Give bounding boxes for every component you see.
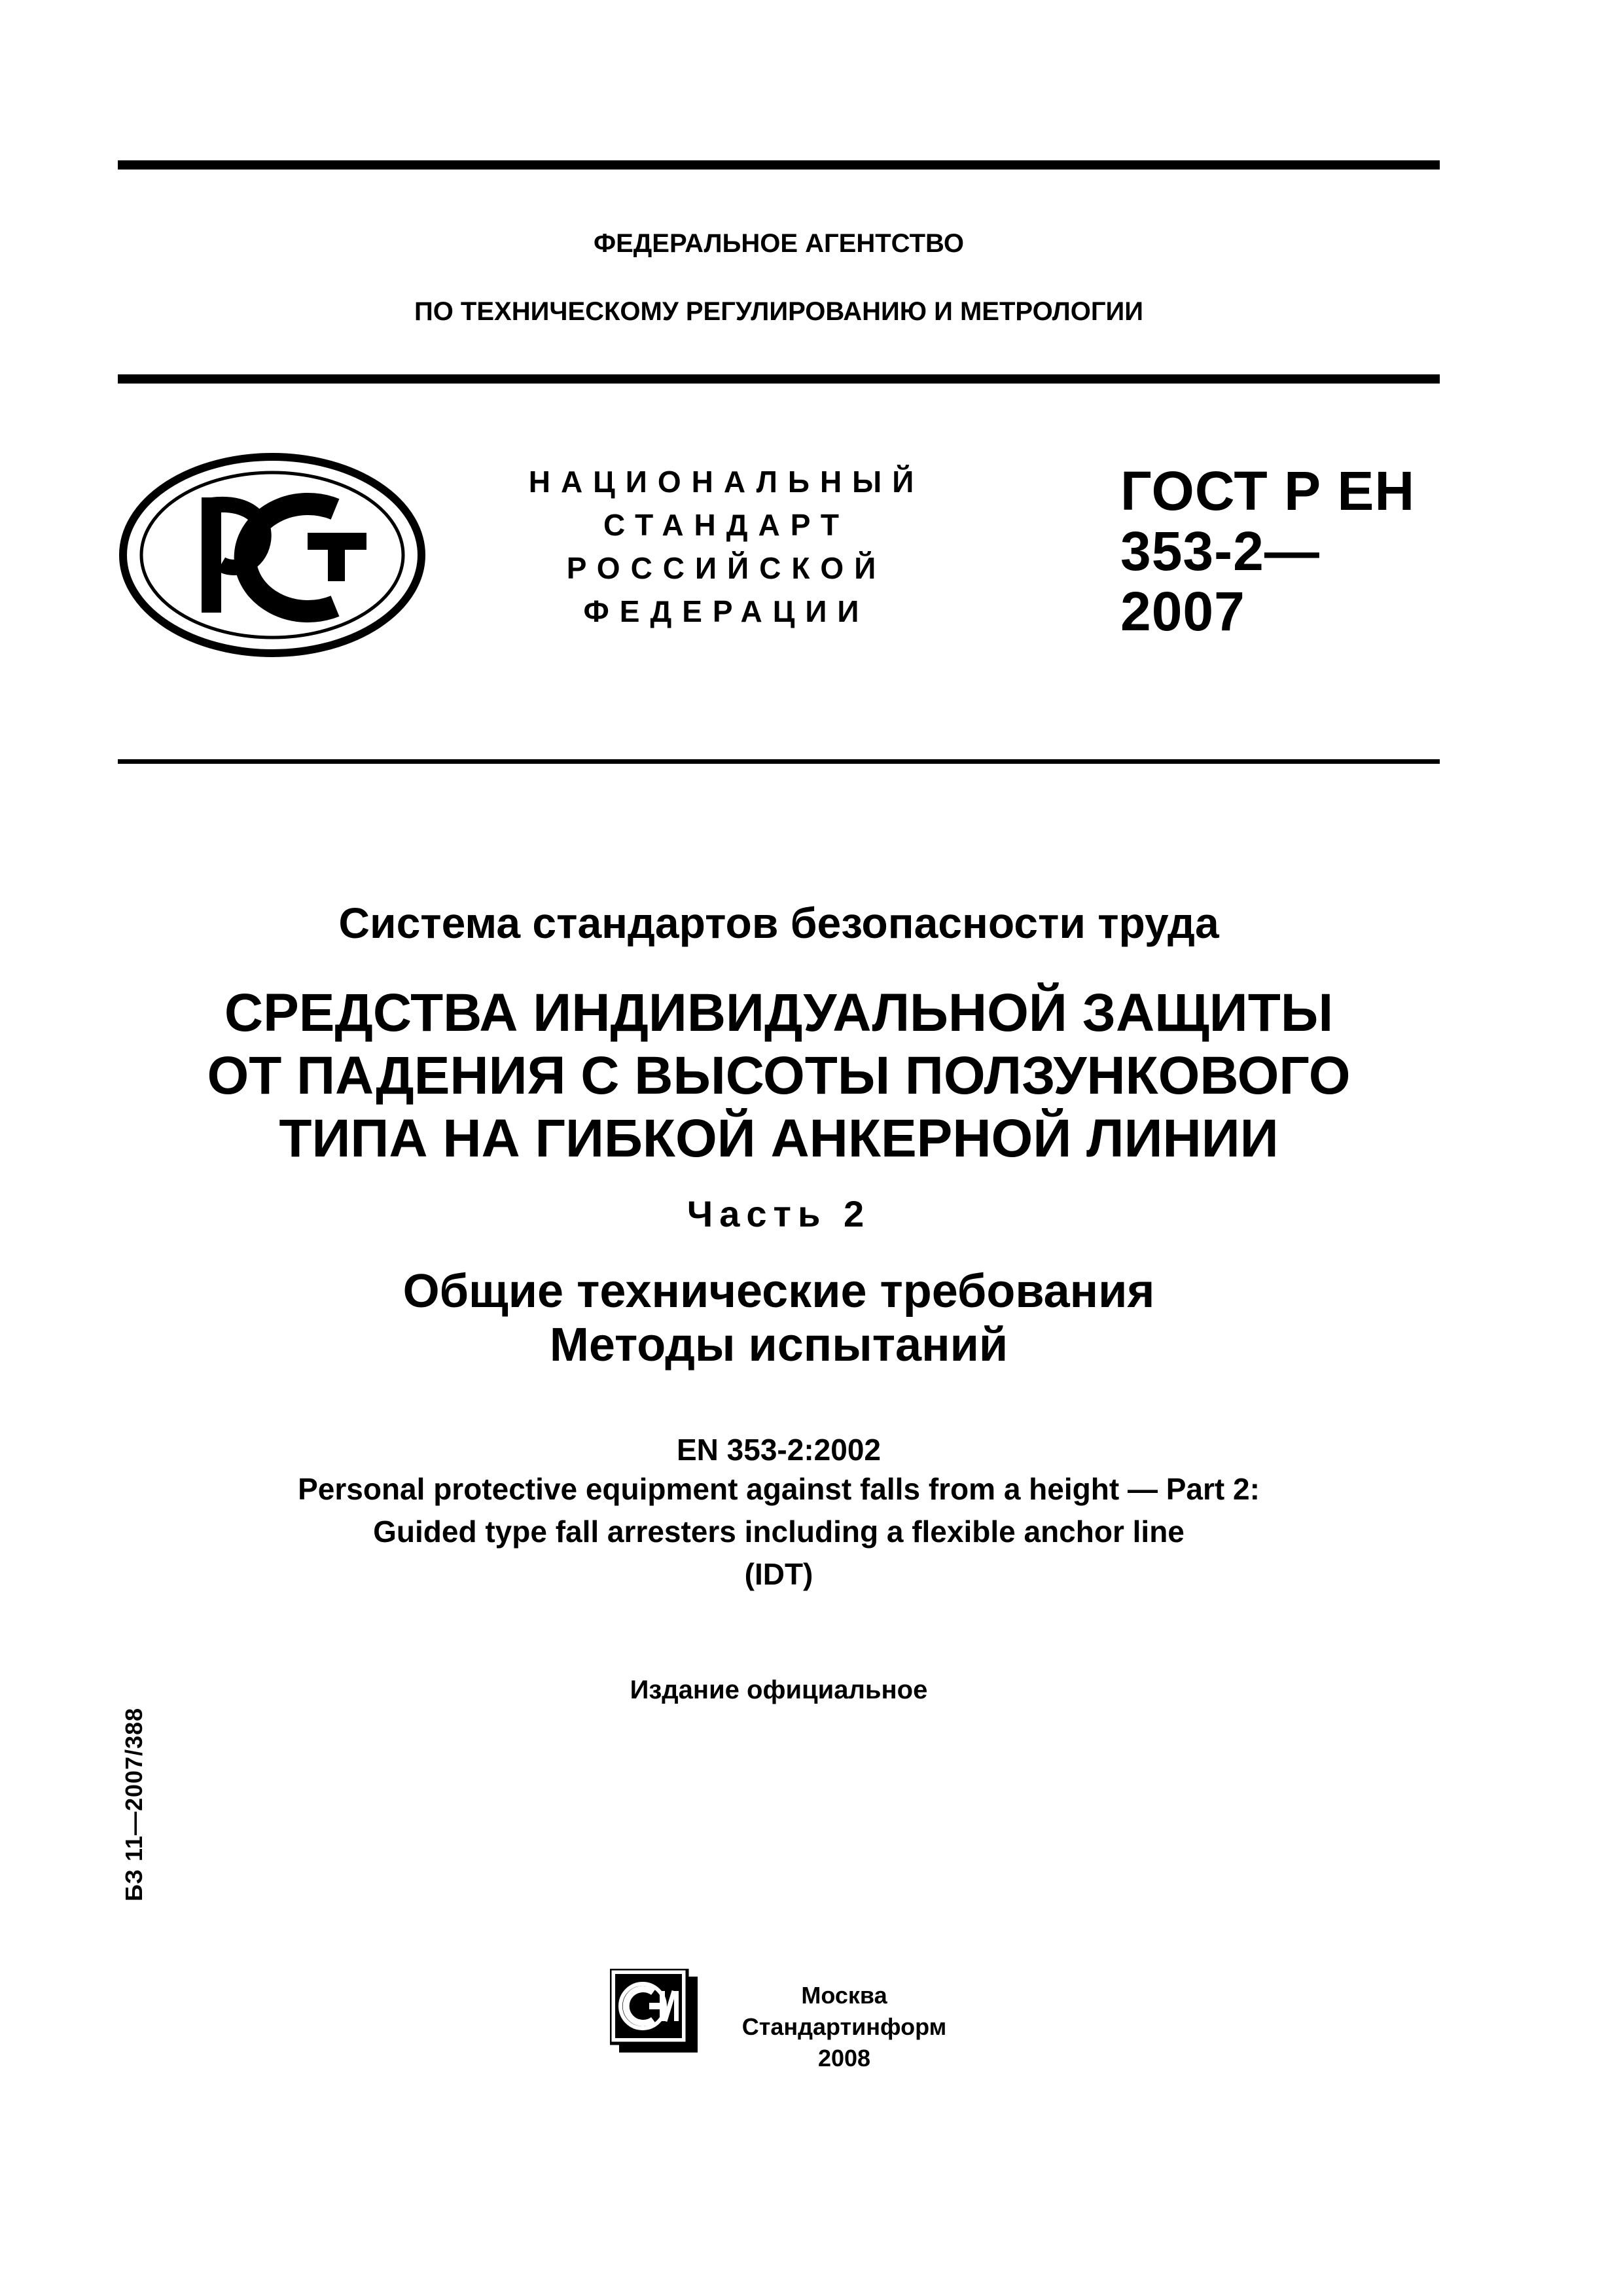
main-title-line-1: СРЕДСТВА ИНДИВИДУАЛЬНОЙ ЗАЩИТЫ [224, 983, 1334, 1043]
national-standard-line-3: РОССИЙСКОЙ [566, 551, 887, 585]
designation-line-3: 2007 [1120, 581, 1245, 642]
en-title-line-2: Guided type fall arresters including a flexible anchor line [373, 1515, 1185, 1549]
series-title: Система стандартов безопасности труда [338, 899, 1219, 947]
edition-label: Издание официальное [630, 1676, 928, 1704]
publisher-city: Москва [801, 1982, 887, 2009]
en-number: EN 353-2:2002 [677, 1433, 881, 1467]
en-idt: (IDT) [744, 1557, 813, 1591]
national-standard-line-2: СТАНДАРТ [603, 508, 849, 542]
designation-line-1: ГОСТ Р ЕН [1120, 460, 1416, 522]
publisher-logo-graphic [610, 1969, 702, 2055]
designation-line-2: 353-2— [1120, 520, 1320, 582]
header-rule [118, 374, 1440, 384]
main-title-line-3: ТИПА НА ГИБКОЙ АНКЕРНОЙ ЛИНИИ [279, 1109, 1279, 1168]
agency-line-1: ФЕДЕРАЛЬНОЕ АГЕНТСТВО [593, 229, 965, 258]
national-standard-line-1: НАЦИОНАЛЬНЫЙ [528, 465, 925, 499]
agency-line-2: ПО ТЕХНИЧЕСКОМУ РЕГУЛИРОВАНИЮ И МЕТРОЛОГИИ [414, 297, 1144, 326]
subtitle-line-2: Методы испытаний [549, 1319, 1008, 1371]
part-label: Часть 2 [687, 1193, 871, 1234]
banner-rule [118, 759, 1440, 764]
subtitle-line-1: Общие технические требования [402, 1265, 1155, 1318]
publisher-logo [610, 1969, 702, 2055]
main-title-line-2: ОТ ПАДЕНИЯ С ВЫСОТЫ ПОЛЗУНКОВОГО [207, 1046, 1351, 1105]
national-standard-line-4: ФЕДЕРАЦИИ [583, 594, 870, 628]
en-title-line-1: Personal protective equipment against falls from a height — Part 2: [298, 1472, 1260, 1506]
top-rule [118, 160, 1440, 170]
rst-logo-graphic [118, 452, 427, 658]
publisher-year: 2008 [817, 2045, 871, 2072]
rst-logo [118, 452, 427, 658]
side-code: БЗ 11—2007/388 [120, 1707, 147, 1901]
publisher-name: Стандартинформ [741, 2013, 947, 2040]
